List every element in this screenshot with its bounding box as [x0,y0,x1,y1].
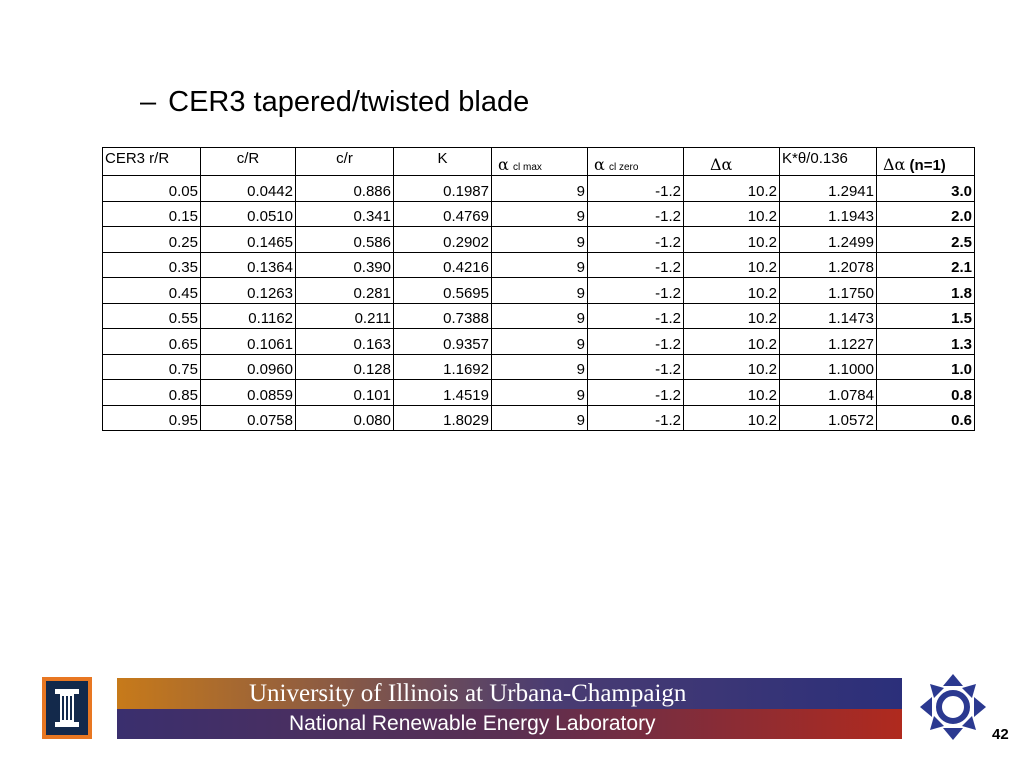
table-cell: 10.2 [684,252,780,278]
table-cell: 0.0442 [201,176,296,202]
nrel-compass-logo-icon [918,672,988,742]
table-row [103,354,975,380]
header-K: K [394,148,492,176]
header-c-R: c/R [201,148,296,176]
table-row [103,303,975,329]
delta-alpha-symbol: Δα [883,155,906,174]
table-cell: 1.1473 [780,303,877,329]
illinois-column-logo-icon [42,677,92,739]
table-cell: 0.5695 [394,278,492,304]
table-cell: 0.8 [877,380,975,406]
table-cell: -1.2 [588,176,684,202]
slide-bullet [140,86,529,119]
table-cell: -1.2 [588,252,684,278]
table-cell: 0.1987 [394,176,492,202]
table-cell: 0.281 [296,278,394,304]
table-cell: 1.0 [877,354,975,380]
table-cell: 9 [492,354,588,380]
table-cell: 2.5 [877,227,975,253]
slide-title: CER3 tapered/twisted blade [168,86,530,118]
cl-max-label: cl max [512,162,542,173]
table-cell: 0.35 [103,252,201,278]
table-cell: 0.4769 [394,201,492,227]
table-cell: 1.2941 [780,176,877,202]
table-cell: 1.2499 [780,227,877,253]
alpha-symbol: α [498,155,509,174]
table-cell: 10.2 [684,227,780,253]
header-c-r: c/r [296,148,394,176]
table-row [103,201,975,227]
table-body [103,176,975,431]
table-cell: 0.1061 [201,329,296,355]
table-cell: 0.6 [877,405,975,431]
table-cell: 3.0 [877,176,975,202]
table-cell: 0.2902 [394,227,492,253]
header-delta-alpha: Δα [684,148,780,176]
page-number: 42 [992,726,1009,743]
table-cell: 9 [492,303,588,329]
table-cell: 0.0960 [201,354,296,380]
table-cell: -1.2 [588,303,684,329]
table-cell: 10.2 [684,176,780,202]
table-cell: 0.15 [103,201,201,227]
table-cell: 1.1750 [780,278,877,304]
header-alpha-cl-zero [588,148,684,176]
table-cell: 0.4216 [394,252,492,278]
table-cell: -1.2 [588,380,684,406]
table-cell: 0.163 [296,329,394,355]
n1-label: (n=1) [909,157,946,174]
table-row [103,405,975,431]
table-cell: -1.2 [588,405,684,431]
table-cell: 0.9357 [394,329,492,355]
table-row [103,329,975,355]
alpha-symbol: α [594,155,605,174]
table-cell: 0.7388 [394,303,492,329]
table-cell: -1.2 [588,354,684,380]
table-cell: 0.85 [103,380,201,406]
table-cell: 0.0859 [201,380,296,406]
header-K-theta: K*θ/0.136 [780,148,877,176]
lab-name: National Renewable Energy Laboratory [117,709,902,739]
table-cell: 0.586 [296,227,394,253]
header-delta-alpha-n1 [877,148,975,176]
table-cell: 10.2 [684,380,780,406]
table-cell: 2.1 [877,252,975,278]
table-cell: 0.65 [103,329,201,355]
bullet-dash: – [140,86,157,118]
table-cell: 1.0572 [780,405,877,431]
blade-data-table [102,147,975,431]
table-cell: 1.1000 [780,354,877,380]
table-cell: 1.5 [877,303,975,329]
table-cell: 0.1263 [201,278,296,304]
cl-zero-label: cl zero [608,162,639,173]
table-cell: 0.1162 [201,303,296,329]
table-cell: 10.2 [684,278,780,304]
table-cell: 0.101 [296,380,394,406]
table-cell: 1.3 [877,329,975,355]
table-cell: 10.2 [684,303,780,329]
table-cell: 0.886 [296,176,394,202]
table-cell: 1.8029 [394,405,492,431]
table-cell: 9 [492,278,588,304]
table-cell: 10.2 [684,329,780,355]
table-cell: 1.1943 [780,201,877,227]
table-cell: 0.080 [296,405,394,431]
header-alpha-cl-max [492,148,588,176]
table-cell: 9 [492,252,588,278]
table-cell: 1.0784 [780,380,877,406]
table-cell: 0.1364 [201,252,296,278]
university-name: University of Illinois at Urbana-Champaign [117,678,902,709]
table-cell: 0.75 [103,354,201,380]
table-cell: 0.05 [103,176,201,202]
table-cell: 9 [492,201,588,227]
table-header-row [103,148,975,176]
table-row [103,176,975,202]
table-cell: 9 [492,227,588,253]
table-cell: 2.0 [877,201,975,227]
table-cell: 9 [492,405,588,431]
table-cell: 1.4519 [394,380,492,406]
table-cell: 0.128 [296,354,394,380]
table-cell: -1.2 [588,278,684,304]
table-cell: 1.1227 [780,329,877,355]
table-cell: 0.45 [103,278,201,304]
table-cell: 10.2 [684,201,780,227]
table-cell: -1.2 [588,227,684,253]
table-cell: -1.2 [588,201,684,227]
table-cell: 0.211 [296,303,394,329]
table-row [103,252,975,278]
table-cell: 0.0510 [201,201,296,227]
table-cell: 0.0758 [201,405,296,431]
table-cell: 0.1465 [201,227,296,253]
header-cer3-rR: CER3 r/R [103,148,201,176]
table-row [103,227,975,253]
table-cell: 9 [492,176,588,202]
table-cell: 1.1692 [394,354,492,380]
table-cell: 1.8 [877,278,975,304]
table-cell: -1.2 [588,329,684,355]
table-cell: 0.341 [296,201,394,227]
table-cell: 1.2078 [780,252,877,278]
table-cell: 10.2 [684,405,780,431]
table-cell: 9 [492,380,588,406]
table-row [103,380,975,406]
table-cell: 0.95 [103,405,201,431]
table-cell: 0.25 [103,227,201,253]
table-cell: 0.390 [296,252,394,278]
table-row [103,278,975,304]
footer-banner [117,678,902,739]
table-cell: 0.55 [103,303,201,329]
table-cell: 10.2 [684,354,780,380]
table-cell: 9 [492,329,588,355]
